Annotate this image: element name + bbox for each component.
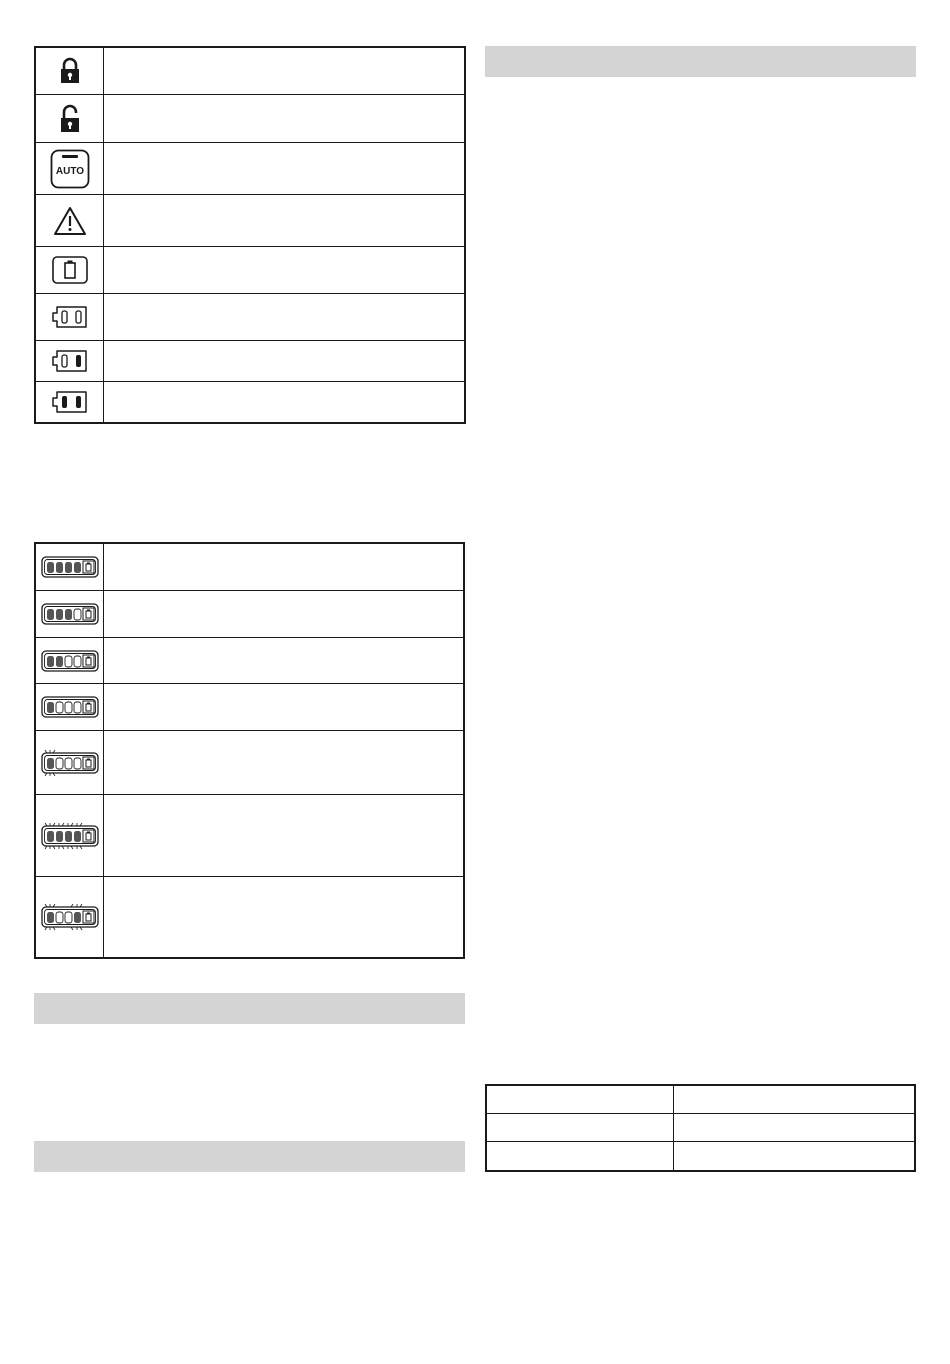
charge-level-3-icon	[36, 591, 104, 637]
charge-table-text	[104, 684, 463, 730]
charge-table-text	[104, 638, 463, 683]
section-header-bar	[34, 993, 465, 1024]
spec-table-cell	[487, 1086, 674, 1113]
charge-table-row	[36, 795, 463, 877]
warning-triangle-icon	[36, 195, 104, 246]
charge-table-row	[36, 591, 463, 638]
spec-table-cell	[487, 1142, 674, 1170]
charge-all-blinking-icon	[36, 795, 104, 876]
icon-table-text	[104, 294, 464, 340]
charge-level-4-icon	[36, 544, 104, 590]
icon-table-text	[104, 382, 464, 422]
charge-level-2-icon	[36, 638, 104, 683]
icon-table-row	[36, 247, 464, 294]
charge-table-text	[104, 544, 463, 590]
icon-table-text	[104, 195, 464, 246]
icon-table-text	[104, 48, 464, 94]
spec-table-row	[487, 1142, 914, 1170]
spec-table-cell	[674, 1086, 914, 1113]
charge-table-row	[36, 684, 463, 731]
lock-closed-icon	[36, 48, 104, 94]
charge-level-1-icon	[36, 684, 104, 730]
icon-table-row	[36, 95, 464, 143]
charge-table-text	[104, 877, 463, 957]
icon-table	[34, 46, 466, 424]
section-header-bar	[34, 1141, 465, 1172]
icon-table-row	[36, 48, 464, 95]
charge-table-text	[104, 795, 463, 876]
spec-table-cell	[674, 1142, 914, 1170]
icon-table-row	[36, 341, 464, 382]
charge-table-row	[36, 877, 463, 957]
spec-table-row	[487, 1114, 914, 1142]
battery-empty-icon	[36, 294, 104, 340]
charge-level-table	[34, 542, 465, 959]
icon-table-row	[36, 143, 464, 195]
icon-table-text	[104, 143, 464, 194]
spec-table	[485, 1084, 916, 1172]
spec-table-row	[487, 1086, 914, 1114]
charge-alternating-blinking-icon	[36, 877, 104, 957]
charge-table-text	[104, 591, 463, 637]
icon-table-row	[36, 382, 464, 422]
section-header-bar	[485, 46, 916, 77]
battery-vertical-icon	[36, 247, 104, 293]
auto-button-icon	[36, 143, 104, 194]
charge-level-1-blinking-icon	[36, 731, 104, 794]
auto-label: AUTO	[55, 165, 84, 177]
icon-table-row	[36, 195, 464, 247]
charge-table-row	[36, 544, 463, 591]
icon-table-row	[36, 294, 464, 341]
charge-table-text	[104, 731, 463, 794]
icon-table-text	[104, 341, 464, 381]
icon-table-text	[104, 247, 464, 293]
lock-open-icon	[36, 95, 104, 142]
battery-half-icon	[36, 341, 104, 381]
spec-table-cell	[674, 1114, 914, 1141]
icon-table-text	[104, 95, 464, 142]
charge-table-row	[36, 731, 463, 795]
spec-table-cell	[487, 1114, 674, 1141]
charge-table-row	[36, 638, 463, 684]
battery-full-icon	[36, 382, 104, 422]
